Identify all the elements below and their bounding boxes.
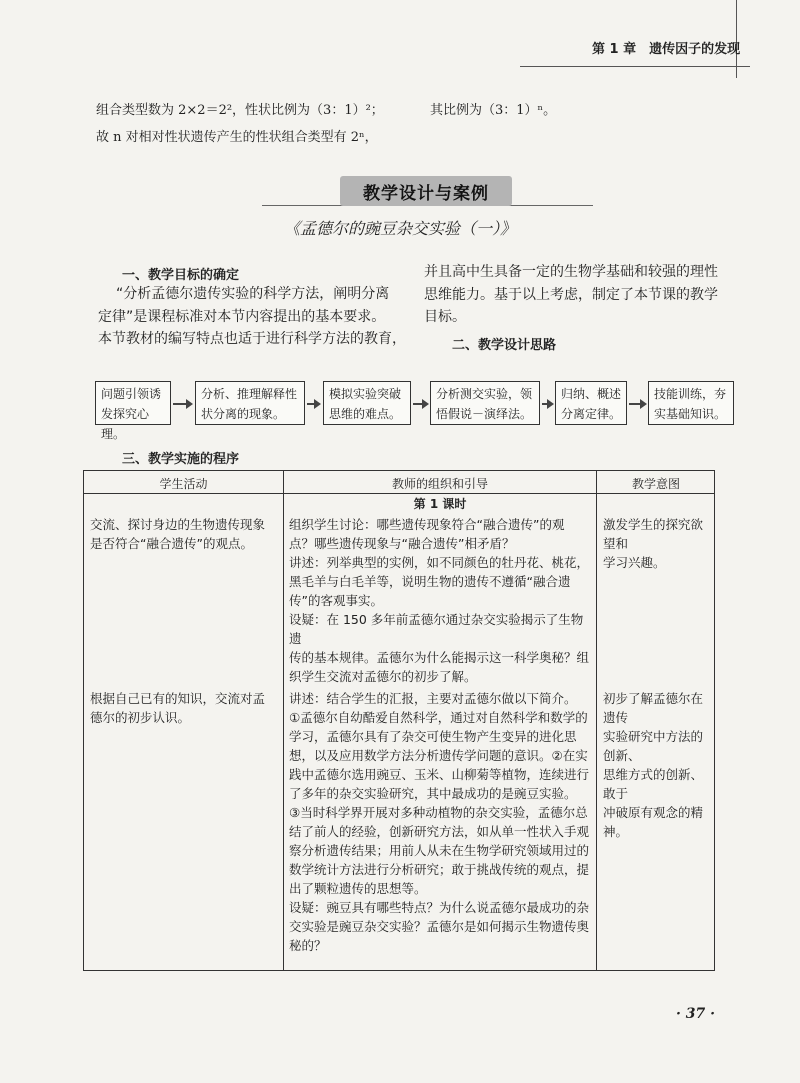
- flow-step-text: 分离定律。: [561, 407, 622, 421]
- cell-line: 践中孟德尔选用豌豆、玉米、山柳菊等植物，连续进行: [289, 767, 590, 782]
- flow-step-5: [555, 381, 627, 425]
- running-header: 第 1 章 遗传因子的发现: [592, 42, 741, 57]
- table-header-teacher: 教师的组织和引导: [391, 477, 488, 491]
- intro-line-2: 故 n 对相对性状遗传产生的性状组合类型有 2ⁿ，: [96, 130, 378, 145]
- cell-line: 想，以及应用数学方法分析遗传学问题的意识。②在实: [289, 748, 588, 763]
- cell-line: ③当时科学界开展对多种动植物的杂交实验，孟德尔总: [289, 805, 588, 820]
- goal-paragraph-left: [98, 283, 418, 351]
- cell-line: 激发学生的探究欲望和: [603, 517, 704, 551]
- table-col-divider: [596, 471, 597, 970]
- row2-teacher: [289, 689, 593, 955]
- intro-line-1-right: 其比例为（3：1）ⁿ。: [430, 103, 557, 118]
- goal-line: 定律”是课程标准对本节内容提出的基本要求。: [98, 308, 386, 325]
- cell-line: 秘的？: [289, 938, 327, 953]
- banner-rule-right: [508, 205, 593, 206]
- flow-step-text: 悟假说－演绎法。: [436, 407, 533, 421]
- cell-line: 出了颗粒遗传的思想等。: [289, 881, 427, 896]
- goal-paragraph-right: [424, 261, 744, 329]
- table-header-intent: 教学意图: [631, 477, 680, 491]
- cell-line: ①孟德尔自幼酷爱自然科学，通过对自然科学和数学的: [289, 710, 588, 725]
- cell-line: 黑毛羊与白毛羊等，说明生物的遗传不遵循“融合遗: [289, 574, 571, 589]
- row2-intent: [603, 689, 713, 841]
- cell-line: 思维方式的创新、敢于: [603, 767, 704, 801]
- flow-step-text: 发探究心理。: [101, 407, 150, 441]
- banner-rule-left: [262, 205, 347, 206]
- cell-line: 设疑：豌豆具有哪些特点？为什么说孟德尔最成功的杂: [289, 900, 590, 915]
- cell-line: 根据自己已有的知识，交流对孟: [90, 691, 266, 706]
- row1-teacher: [289, 515, 593, 686]
- cell-line: 传的基本规律。孟德尔为什么能揭示这一科学奥秘？组: [289, 650, 590, 665]
- flow-step-text: 分析、推理解释性: [201, 387, 298, 401]
- flow-arrow: [413, 403, 423, 405]
- flow-step-text: 模拟实验突破: [329, 387, 402, 401]
- goal-line: 思维能力。基于以上考虑，制定了本节课的教学: [424, 286, 718, 303]
- cell-line: 组织学生讨论：哪些遗传现象符合“融合遗传”的观: [289, 517, 565, 532]
- flow-step-6: [648, 381, 734, 425]
- flow-arrow: [307, 403, 315, 405]
- goal-line: 本节教材的编写特点也适于进行科学方法的教育，: [98, 331, 406, 347]
- row2-student: [90, 689, 280, 727]
- flow-step-1: [95, 381, 171, 441]
- cell-line: 是否符合“融合遗传”的观点。: [90, 536, 253, 551]
- flow-step-text: 问题引领诱: [101, 387, 162, 401]
- cell-line: 了多年的杂交实验研究，其中最成功的是豌豆实验。: [289, 786, 577, 801]
- goal-line: 并且高中生具备一定的生物学基础和较强的理性: [424, 264, 718, 280]
- intro-line-1-left: 组合类型数为 2×2＝2²，性状比例为（3：1）²；: [96, 103, 384, 118]
- cell-line: 设疑：在 150 多年前孟德尔通过杂交实验揭示了生物遗: [289, 612, 584, 646]
- cell-line: 察分析遗传结果；用前人从未在生物学研究领域用过的: [289, 843, 590, 858]
- cell-line: 交实验是豌豆杂交实验？孟德尔是如何揭示生物遗传奥: [289, 919, 590, 934]
- flow-step-text: 分析测交实验，领: [436, 387, 533, 401]
- goal-line: “分析孟德尔遗传实验的科学方法，阐明分离: [116, 286, 390, 302]
- table-col-divider: [283, 471, 284, 970]
- cell-line: 实验研究中方法的创新、: [603, 729, 704, 763]
- page-number: · 37 ·: [676, 1006, 715, 1022]
- cell-line: 传”的客观事实。: [289, 593, 383, 608]
- flow-step-text: 归纳、概述: [561, 387, 622, 401]
- flow-arrow: [173, 403, 187, 405]
- table-header-student: 学生活动: [159, 477, 208, 491]
- cell-line: 织学生交流对孟德尔的初步了解。: [289, 669, 477, 684]
- procedure-heading: 三、教学实施的程序: [122, 452, 240, 467]
- cell-line: 点？哪些遗传现象与“融合遗传”相矛盾？: [289, 536, 515, 551]
- flow-step-text: 技能训练，夯: [654, 387, 727, 401]
- goal-heading: 一、教学目标的确定: [122, 268, 240, 283]
- procedure-table: [83, 470, 715, 971]
- flow-step-4: [430, 381, 540, 425]
- cell-line: 结了前人的经验，创新研究方法，如从单一性状入手观: [289, 824, 590, 839]
- section-banner: 教学设计与案例: [340, 176, 512, 206]
- cell-line: 讲述：结合学生的汇报，主要对孟德尔做以下简介。: [289, 691, 577, 706]
- cell-line: 初步了解孟德尔在遗传: [603, 691, 704, 725]
- flow-step-text: 实基础知识。: [654, 407, 727, 421]
- flow-arrow: [629, 403, 641, 405]
- cell-line: 冲破原有观念的精神。: [603, 805, 704, 839]
- cell-line: 学习兴趣。: [603, 555, 666, 570]
- row1-intent: [603, 515, 713, 572]
- period-label: 第 1 课时: [413, 497, 467, 511]
- design-heading: 二、教学设计思路: [452, 338, 557, 353]
- header-rule: [520, 66, 750, 67]
- flow-step-2: [195, 381, 305, 425]
- lesson-title: 《孟德尔的豌豆杂交实验（一）》: [283, 219, 516, 238]
- cell-line: 数学统计方法进行分析研究；敢于挑战传统的观点，提: [289, 862, 590, 877]
- table-header-rule: [84, 493, 714, 494]
- goal-line: 目标。: [424, 309, 466, 325]
- flow-step-3: [323, 381, 411, 425]
- flow-arrow: [542, 403, 548, 405]
- flow-step-text: 状分离的现象。: [201, 407, 286, 421]
- flow-step-text: 思维的难点。: [329, 407, 402, 421]
- cell-line: 讲述：列举典型的实例，如不同颜色的牡丹花、桃花，: [289, 555, 590, 570]
- cell-line: 交流、探讨身边的生物遗传现象: [90, 517, 266, 532]
- cell-line: 德尔的初步认识。: [90, 710, 191, 725]
- row1-student: [90, 515, 280, 553]
- cell-line: 学习，孟德尔具有了杂交可使生物产生变异的进化思: [289, 729, 577, 744]
